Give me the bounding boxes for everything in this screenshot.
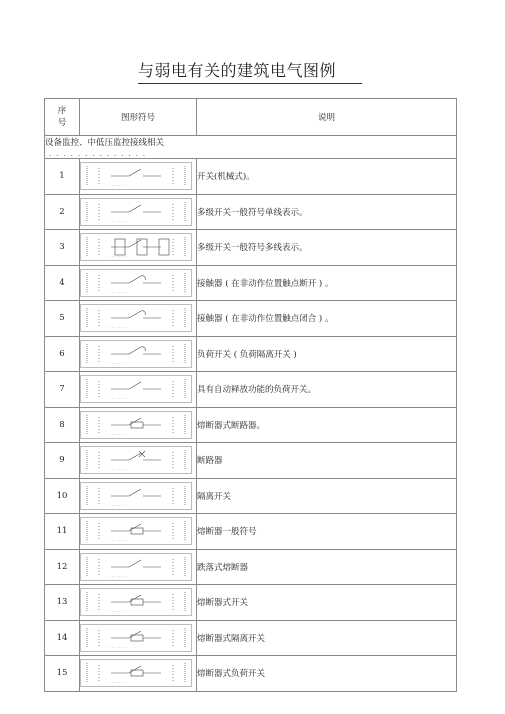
row-description: 开关(机械式)。 (197, 159, 457, 195)
symbol-cell (80, 549, 197, 585)
svg-text:· · · · · · · ·: · · · · · · · · (109, 254, 129, 260)
drop-out-fuse-symbol (80, 553, 192, 581)
symbol-cell (80, 194, 197, 230)
symbol-cell (80, 656, 197, 692)
table-row (45, 301, 457, 337)
header-number (45, 99, 80, 136)
svg-text:· · · · · · · ·: · · · · · · · · (109, 183, 129, 189)
row-number: 11 (45, 514, 80, 550)
fuse-symbol (80, 517, 192, 545)
header-number-label: 序 号 (57, 106, 67, 128)
symbol-cell (80, 585, 197, 621)
table-row (45, 230, 457, 266)
symbol-cell (80, 230, 197, 266)
row-description: 接触器 ( 在非动作位置触点断开 ) 。 (197, 265, 457, 301)
legend-table (44, 98, 457, 692)
page-title: 与弱电有关的建筑电气图例 (138, 58, 362, 84)
circuit-breaker-symbol (80, 446, 192, 474)
row-description: 熔断器式隔离开关 (197, 620, 457, 656)
symbol-cell (80, 265, 197, 301)
table-row (45, 265, 457, 301)
fuse-disconnector-symbol (80, 624, 192, 652)
table-row (45, 478, 457, 514)
row-description: 熔断器式断路器。 (197, 407, 457, 443)
header-description: 说明 (197, 99, 457, 136)
svg-text:· · · · · · · ·: · · · · · · · · (109, 396, 129, 402)
svg-text:· · · · · · · ·: · · · · · · · · (109, 680, 129, 686)
row-number: 8 (45, 407, 80, 443)
row-number: 1 (45, 159, 80, 195)
row-number: 3 (45, 230, 80, 266)
table-row (45, 585, 457, 621)
svg-text:· · · · · · · ·: · · · · · · · · (109, 289, 129, 295)
symbol-cell (80, 514, 197, 550)
table-row (45, 336, 457, 372)
symbol-cell (80, 478, 197, 514)
category-cell (45, 136, 457, 159)
table-row (45, 656, 457, 692)
svg-text:· · · · · · · ·: · · · · · · · · (109, 218, 129, 224)
row-number: 5 (45, 301, 80, 337)
svg-text:· · · · · · · ·: · · · · · · · · (109, 609, 129, 615)
table-row (45, 443, 457, 479)
row-description: 断路器 (197, 443, 457, 479)
svg-text:· · · · · · · ·: · · · · · · · · (109, 467, 129, 473)
row-description: 熔断器一般符号 (197, 514, 457, 550)
multi-pole-switch-multi-line-symbol (80, 233, 192, 261)
disconnector-symbol (80, 482, 192, 510)
symbol-cell (80, 372, 197, 408)
contactor-nc-symbol (80, 304, 192, 332)
symbol-cell (80, 620, 197, 656)
header-row (45, 99, 457, 136)
svg-text:· · · · · · · ·: · · · · · · · · (109, 573, 129, 579)
table-row (45, 549, 457, 585)
row-number: 14 (45, 620, 80, 656)
row-number: 2 (45, 194, 80, 230)
category-label: 设备监控、中低压监控接线相关 (45, 138, 165, 148)
symbol-cell (80, 336, 197, 372)
row-number: 10 (45, 478, 80, 514)
row-description: 接触器 ( 在非动作位置触点闭合 ) 。 (197, 301, 457, 337)
symbol-cell (80, 301, 197, 337)
symbol-cell (80, 407, 197, 443)
table-row (45, 372, 457, 408)
table-row (45, 514, 457, 550)
mechanical-switch-symbol (80, 162, 192, 190)
symbol-cell (80, 443, 197, 479)
row-description: 多级开关一般符号单线表示。 (197, 194, 457, 230)
table-row (45, 620, 457, 656)
row-description: 熔断器式开关 (197, 585, 457, 621)
svg-text:· · · · · · · ·: · · · · · · · · (109, 644, 129, 650)
category-dotted-rule: ·············· (49, 152, 151, 160)
table-row (45, 159, 457, 195)
svg-text:· · · · · · · ·: · · · · · · · · (109, 325, 129, 331)
row-number: 12 (45, 549, 80, 585)
row-number: 4 (45, 265, 80, 301)
row-description: 负荷开关 ( 负荷隔离开关 ) (197, 336, 457, 372)
fuse-switch-symbol (80, 588, 192, 616)
contactor-no-symbol (80, 269, 192, 297)
auto-release-load-switch-symbol (80, 375, 192, 403)
row-number: 7 (45, 372, 80, 408)
category-row (45, 136, 457, 159)
row-description: 多级开关一般符号多线表示。 (197, 230, 457, 266)
row-description: 隔离开关 (197, 478, 457, 514)
multi-pole-switch-single-line-symbol (80, 198, 192, 226)
row-number: 15 (45, 656, 80, 692)
svg-text:· · · · · · · ·: · · · · · · · · (109, 431, 129, 437)
row-description: 具有自动释放功能的负荷开关。 (197, 372, 457, 408)
row-description: 熔断器式负荷开关 (197, 656, 457, 692)
header-symbol: 图形符号 (80, 99, 197, 136)
row-number: 13 (45, 585, 80, 621)
fuse-load-switch-symbol (80, 659, 192, 687)
row-number: 6 (45, 336, 80, 372)
svg-text:· · · · · · · ·: · · · · · · · · (109, 502, 129, 508)
table-row (45, 407, 457, 443)
row-description: 跌落式熔断器 (197, 549, 457, 585)
svg-text:· · · · · · · ·: · · · · · · · · (109, 538, 129, 544)
symbol-cell (80, 159, 197, 195)
svg-text:· · · · · · · ·: · · · · · · · · (109, 360, 129, 366)
fuse-circuit-breaker-symbol (80, 411, 192, 439)
load-switch-symbol (80, 340, 192, 368)
row-number: 9 (45, 443, 80, 479)
table-row (45, 194, 457, 230)
